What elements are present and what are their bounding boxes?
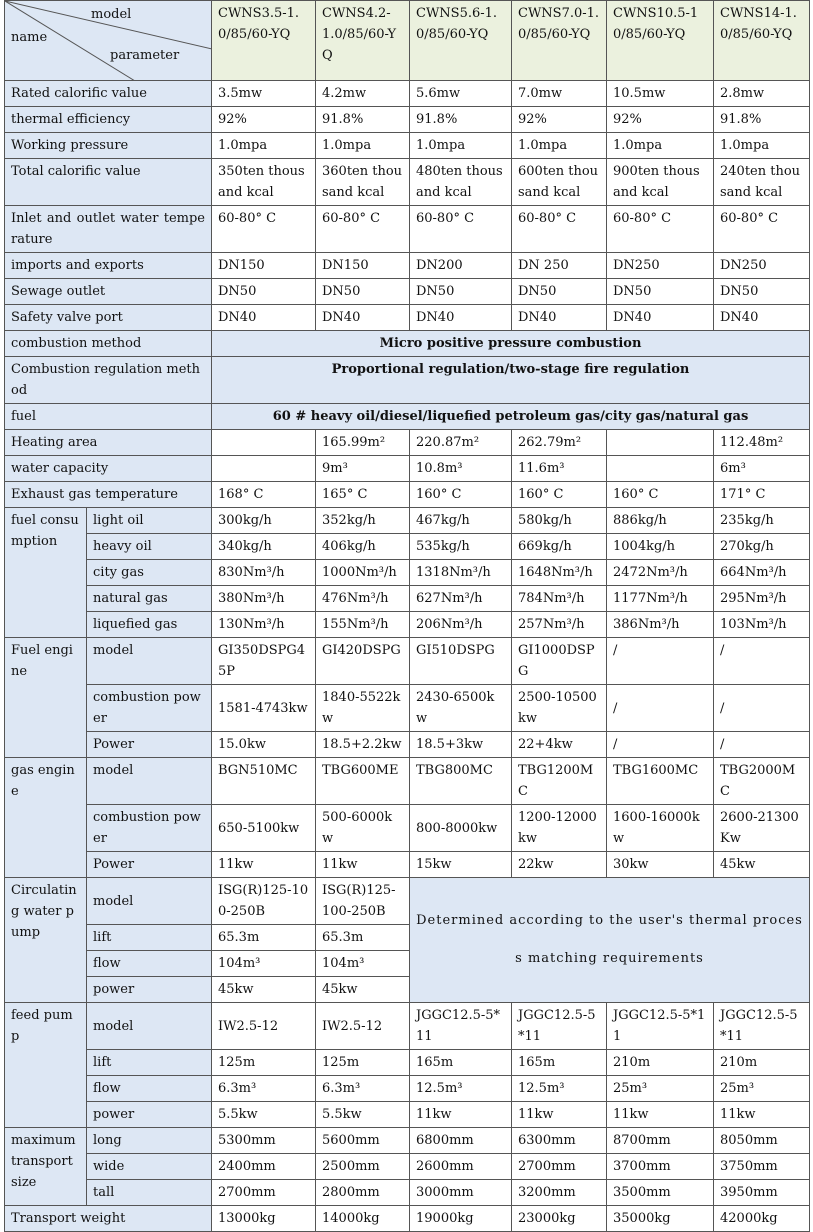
table-cell: TBG2000MC — [714, 758, 810, 805]
table-cell: 1.0mpa — [410, 133, 512, 159]
table-cell: 664Nm³/h — [714, 560, 810, 586]
table-cell: 380Nm³/h — [212, 586, 316, 612]
sub-label: tall — [87, 1180, 212, 1206]
table-row — [5, 159, 810, 206]
table-cell: 4.2mw — [316, 81, 410, 107]
table-cell: 7.0mw — [512, 81, 607, 107]
table-row — [5, 81, 810, 107]
table-cell: 11kw — [607, 1102, 714, 1128]
table-cell: 1200-12000kw — [512, 805, 607, 852]
table-cell: DN250 — [607, 253, 714, 279]
table-cell: 91.8% — [410, 107, 512, 133]
table-cell: 165m — [410, 1050, 512, 1076]
table-cell: 15kw — [410, 852, 512, 878]
table-cell: JGGC12.5-5*11 — [410, 1003, 512, 1050]
table-row — [5, 253, 810, 279]
table-cell: 210m — [607, 1050, 714, 1076]
table-cell: 112.48m² — [714, 430, 810, 456]
table-cell: ISG(R)125-100-250B — [212, 878, 316, 925]
row-label: Transport weight — [5, 1206, 212, 1232]
table-cell: JGGC12.5-5*11 — [714, 1003, 810, 1050]
table-cell: 580kg/h — [512, 508, 607, 534]
table-cell: 3950mm — [714, 1180, 810, 1206]
table-cell: 11kw — [714, 1102, 810, 1128]
table-cell: 1177Nm³/h — [607, 586, 714, 612]
table-cell: 22kw — [512, 852, 607, 878]
table-cell: 103Nm³/h — [714, 612, 810, 638]
table-cell: 360ten thousand kcal — [316, 159, 410, 206]
table-cell: 300kg/h — [212, 508, 316, 534]
table-row — [5, 758, 810, 805]
table-cell: 11kw — [316, 852, 410, 878]
table-cell: 5.6mw — [410, 81, 512, 107]
table-cell: / — [607, 638, 714, 685]
table-cell — [607, 456, 714, 482]
table-row — [5, 206, 810, 253]
table-cell: 1.0mpa — [512, 133, 607, 159]
table-cell: 104m³ — [212, 951, 316, 977]
row-label: fuel — [5, 404, 212, 430]
table-cell: 12.5m³ — [410, 1076, 512, 1102]
table-row — [5, 331, 810, 357]
row-label: imports and exports — [5, 253, 212, 279]
table-cell: GI420DSPG — [316, 638, 410, 685]
table-cell: 480ten thousand kcal — [410, 159, 512, 206]
table-cell: 210m — [714, 1050, 810, 1076]
table-row — [5, 732, 810, 758]
table-cell: 6.3m³ — [316, 1076, 410, 1102]
row-label: combustion method — [5, 331, 212, 357]
table-cell: 60-80° C — [607, 206, 714, 253]
table-cell: 627Nm³/h — [410, 586, 512, 612]
model-header: CWNS4.2-1.0/85/60-YQ — [316, 1, 410, 81]
table-cell: 220.87m² — [410, 430, 512, 456]
row-label: Total calorific value — [5, 159, 212, 206]
group-label: maximum transport size — [5, 1128, 87, 1206]
table-cell: DN150 — [316, 253, 410, 279]
table-cell: 3750mm — [714, 1154, 810, 1180]
table-cell: 1600-16000kw — [607, 805, 714, 852]
table-cell: BGN510MC — [212, 758, 316, 805]
table-cell: 11kw — [512, 1102, 607, 1128]
sub-label: wide — [87, 1154, 212, 1180]
table-cell: 92% — [512, 107, 607, 133]
table-cell: DN50 — [410, 279, 512, 305]
table-cell: 2700mm — [512, 1154, 607, 1180]
spanning-cell: 60 # heavy oil/diesel/liquefied petroleum gas/city gas/natural gas — [212, 404, 810, 430]
table-cell: DN 250 — [512, 253, 607, 279]
sub-label: natural gas — [87, 586, 212, 612]
table-cell: 350ten thousand kcal — [212, 159, 316, 206]
row-label: Heating area — [5, 430, 212, 456]
table-cell: 2800mm — [316, 1180, 410, 1206]
table-cell: 160° C — [512, 482, 607, 508]
row-label: Safety valve port — [5, 305, 212, 331]
table-cell: JGGC12.5-5*11 — [607, 1003, 714, 1050]
table-cell: 8700mm — [607, 1128, 714, 1154]
boiler-spec-table — [4, 0, 810, 1232]
table-cell — [212, 456, 316, 482]
table-cell: 9m³ — [316, 456, 410, 482]
table-row — [5, 404, 810, 430]
table-cell: 23000kg — [512, 1206, 607, 1232]
table-cell: 2400mm — [212, 1154, 316, 1180]
table-cell: / — [607, 685, 714, 732]
table-cell: 1004kg/h — [607, 534, 714, 560]
group-label: gas engine — [5, 758, 87, 878]
table-cell: ISG(R)125-100-250B — [316, 878, 410, 925]
model-header: CWNS14-1.0/85/60-YQ — [714, 1, 810, 81]
header-parameter-label: parameter — [110, 48, 180, 63]
table-cell: 270kg/h — [714, 534, 810, 560]
table-row — [5, 1154, 810, 1180]
table-cell: 60-80° C — [512, 206, 607, 253]
table-cell: 11kw — [212, 852, 316, 878]
table-cell: 340kg/h — [212, 534, 316, 560]
table-cell: 18.5+2.2kw — [316, 732, 410, 758]
table-cell: TBG600ME — [316, 758, 410, 805]
table-cell: DN40 — [512, 305, 607, 331]
spanning-cell: Micro positive pressure combustion — [212, 331, 810, 357]
table-cell: GI510DSPG — [410, 638, 512, 685]
table-cell: 886kg/h — [607, 508, 714, 534]
table-cell: 171° C — [714, 482, 810, 508]
group-label: fuel consumption — [5, 508, 87, 638]
table-cell: 168° C — [212, 482, 316, 508]
table-row — [5, 560, 810, 586]
table-cell: 125m — [212, 1050, 316, 1076]
table-row — [5, 279, 810, 305]
table-cell: 91.8% — [714, 107, 810, 133]
table-cell: 5.5kw — [316, 1102, 410, 1128]
table-cell: 535kg/h — [410, 534, 512, 560]
table-cell: 2700mm — [212, 1180, 316, 1206]
sub-label: lift — [87, 1050, 212, 1076]
sub-label: city gas — [87, 560, 212, 586]
sub-label: heavy oil — [87, 534, 212, 560]
table-row — [5, 878, 810, 925]
table-cell: 406kg/h — [316, 534, 410, 560]
group-label: feed pump — [5, 1003, 87, 1128]
table-cell: DN200 — [410, 253, 512, 279]
table-cell: 125m — [316, 1050, 410, 1076]
table-cell: 2472Nm³/h — [607, 560, 714, 586]
model-header: CWNS5.6-1.0/85/60-YQ — [410, 1, 512, 81]
table-cell: 11.6m³ — [512, 456, 607, 482]
table-cell: TBG1600MC — [607, 758, 714, 805]
table-cell: 784Nm³/h — [512, 586, 607, 612]
table-cell: 25m³ — [607, 1076, 714, 1102]
table-cell: 160° C — [607, 482, 714, 508]
table-cell: 2500mm — [316, 1154, 410, 1180]
table-cell: 476Nm³/h — [316, 586, 410, 612]
table-cell: 900ten thousand kcal — [607, 159, 714, 206]
header-name-label: name — [11, 30, 48, 45]
table-cell: 2500-10500kw — [512, 685, 607, 732]
table-cell: 1581-4743kw — [212, 685, 316, 732]
table-cell: 42000kg — [714, 1206, 810, 1232]
table-cell: 165° C — [316, 482, 410, 508]
table-cell: 600ten thousand kcal — [512, 159, 607, 206]
table-cell: 669kg/h — [512, 534, 607, 560]
table-cell: 165m — [512, 1050, 607, 1076]
table-cell: 45kw — [714, 852, 810, 878]
table-cell: 22+4kw — [512, 732, 607, 758]
model-header: CWNS7.0-1.0/85/60-YQ — [512, 1, 607, 81]
table-cell: TBG800MC — [410, 758, 512, 805]
table-cell: 14000kg — [316, 1206, 410, 1232]
table-row — [5, 1003, 810, 1050]
sub-label: Power — [87, 852, 212, 878]
table-cell: 6m³ — [714, 456, 810, 482]
table-row — [5, 586, 810, 612]
table-cell: 1.0mpa — [316, 133, 410, 159]
table-cell: JGGC12.5-5*11 — [512, 1003, 607, 1050]
table-cell: DN40 — [212, 305, 316, 331]
row-label: Exhaust gas temperature — [5, 482, 212, 508]
table-cell: 60-80° C — [410, 206, 512, 253]
table-cell: DN40 — [316, 305, 410, 331]
table-cell: 3.5mw — [212, 81, 316, 107]
table-cell: 11kw — [410, 1102, 512, 1128]
table-cell: 60-80° C — [714, 206, 810, 253]
table-cell: 6.3m³ — [212, 1076, 316, 1102]
table-cell: TBG1200MC — [512, 758, 607, 805]
table-cell: 45kw — [316, 977, 410, 1003]
table-row — [5, 852, 810, 878]
sub-label: lift — [87, 925, 212, 951]
circ-pump-note: Determined according to the user's thermal process matching requirements — [410, 878, 810, 1003]
row-label: Combustion regulation method — [5, 357, 212, 404]
table-cell: 830Nm³/h — [212, 560, 316, 586]
table-cell: 10.5mw — [607, 81, 714, 107]
group-label: Fuel engine — [5, 638, 87, 758]
table-cell: 25m³ — [714, 1076, 810, 1102]
table-cell: 352kg/h — [316, 508, 410, 534]
table-row — [5, 305, 810, 331]
table-cell: 19000kg — [410, 1206, 512, 1232]
table-cell: 12.5m³ — [512, 1076, 607, 1102]
table-cell: 2600-21300Kw — [714, 805, 810, 852]
table-cell: 104m³ — [316, 951, 410, 977]
table-cell: GI350DSPG45P — [212, 638, 316, 685]
row-label: Rated calorific value — [5, 81, 212, 107]
table-cell: 2.8mw — [714, 81, 810, 107]
table-cell: 1318Nm³/h — [410, 560, 512, 586]
group-label: Circulating water pump — [5, 878, 87, 1003]
table-cell: 5300mm — [212, 1128, 316, 1154]
sub-label: Power — [87, 732, 212, 758]
table-cell: 92% — [212, 107, 316, 133]
table-cell: / — [714, 685, 810, 732]
row-label: water capacity — [5, 456, 212, 482]
table-row — [5, 357, 810, 404]
table-cell: 6800mm — [410, 1128, 512, 1154]
table-cell — [212, 430, 316, 456]
sub-label: flow — [87, 1076, 212, 1102]
sub-label: model — [87, 878, 212, 925]
table-row — [5, 1206, 810, 1232]
model-header: CWNS3.5-1.0/85/60-YQ — [212, 1, 316, 81]
sub-label: liquefied gas — [87, 612, 212, 638]
sub-label: power — [87, 1102, 212, 1128]
table-cell: IW2.5-12 — [212, 1003, 316, 1050]
table-cell: DN50 — [512, 279, 607, 305]
table-row — [5, 430, 810, 456]
sub-label: combustion power — [87, 685, 212, 732]
table-cell: 92% — [607, 107, 714, 133]
table-cell: GI1000DSPG — [512, 638, 607, 685]
table-row — [5, 482, 810, 508]
table-cell: 3000mm — [410, 1180, 512, 1206]
sub-label: model — [87, 638, 212, 685]
table-row — [5, 107, 810, 133]
table-cell: 15.0kw — [212, 732, 316, 758]
table-cell: 8050mm — [714, 1128, 810, 1154]
table-cell: 18.5+3kw — [410, 732, 512, 758]
table-cell: 1840-5522kw — [316, 685, 410, 732]
table-cell: 206Nm³/h — [410, 612, 512, 638]
table-row — [5, 685, 810, 732]
row-label: Sewage outlet — [5, 279, 212, 305]
sub-label: long — [87, 1128, 212, 1154]
table-cell: 2430-6500kw — [410, 685, 512, 732]
sub-label: power — [87, 977, 212, 1003]
table-cell: 35000kg — [607, 1206, 714, 1232]
table-cell: 5600mm — [316, 1128, 410, 1154]
table-cell: DN50 — [316, 279, 410, 305]
table-cell: 235kg/h — [714, 508, 810, 534]
table-cell: DN50 — [607, 279, 714, 305]
table-cell: DN50 — [714, 279, 810, 305]
table-cell: / — [607, 732, 714, 758]
table-row — [5, 133, 810, 159]
table-cell: 1.0mpa — [714, 133, 810, 159]
table-cell: DN50 — [212, 279, 316, 305]
table-row — [5, 456, 810, 482]
header-diagonal-cell — [5, 1, 212, 81]
table-row — [5, 1128, 810, 1154]
table-cell: 165.99m² — [316, 430, 410, 456]
table-cell: 65.3m — [316, 925, 410, 951]
table-cell: 155Nm³/h — [316, 612, 410, 638]
row-label: Inlet and outlet water temperature — [5, 206, 212, 253]
table-cell: 30kw — [607, 852, 714, 878]
table-cell: 60-80° C — [212, 206, 316, 253]
sub-label: model — [87, 1003, 212, 1050]
table-cell: 6300mm — [512, 1128, 607, 1154]
table-cell: 1648Nm³/h — [512, 560, 607, 586]
table-cell: 1.0mpa — [607, 133, 714, 159]
table-cell: 650-5100kw — [212, 805, 316, 852]
table-cell: DN40 — [714, 305, 810, 331]
table-cell: 65.3m — [212, 925, 316, 951]
table-cell: / — [714, 732, 810, 758]
table-row — [5, 612, 810, 638]
table-cell: DN150 — [212, 253, 316, 279]
table-cell: 5.5kw — [212, 1102, 316, 1128]
table-cell: IW2.5-12 — [316, 1003, 410, 1050]
table-cell: 500-6000kw — [316, 805, 410, 852]
table-cell: DN40 — [607, 305, 714, 331]
table-row — [5, 1180, 810, 1206]
table-cell: 1.0mpa — [212, 133, 316, 159]
spanning-cell: Proportional regulation/two-stage fire regulation — [212, 357, 810, 404]
sub-label: light oil — [87, 508, 212, 534]
table-cell: 10.8m³ — [410, 456, 512, 482]
table-cell: 91.8% — [316, 107, 410, 133]
sub-label: combustion power — [87, 805, 212, 852]
model-header: CWNS10.5-10/85/60-YQ — [607, 1, 714, 81]
table-cell: 13000kg — [212, 1206, 316, 1232]
table-cell — [607, 430, 714, 456]
table-cell: 467kg/h — [410, 508, 512, 534]
table-row — [5, 508, 810, 534]
row-label: Working pressure — [5, 133, 212, 159]
table-cell: 60-80° C — [316, 206, 410, 253]
table-cell: 3700mm — [607, 1154, 714, 1180]
table-cell: 1000Nm³/h — [316, 560, 410, 586]
table-row — [5, 638, 810, 685]
table-row — [5, 534, 810, 560]
table-cell: 240ten thousand kcal — [714, 159, 810, 206]
table-cell: 386Nm³/h — [607, 612, 714, 638]
row-label: thermal efficiency — [5, 107, 212, 133]
table-cell: 800-8000kw — [410, 805, 512, 852]
table-cell: 295Nm³/h — [714, 586, 810, 612]
table-cell: 45kw — [212, 977, 316, 1003]
table-row — [5, 1050, 810, 1076]
table-cell: 160° C — [410, 482, 512, 508]
table-cell: DN250 — [714, 253, 810, 279]
table-cell: / — [714, 638, 810, 685]
table-cell: 262.79m² — [512, 430, 607, 456]
sub-label: model — [87, 758, 212, 805]
table-cell: 3200mm — [512, 1180, 607, 1206]
table-cell: 3500mm — [607, 1180, 714, 1206]
table-cell: 130Nm³/h — [212, 612, 316, 638]
header-model-label: model — [91, 7, 132, 22]
table-row — [5, 805, 810, 852]
table-cell: 257Nm³/h — [512, 612, 607, 638]
table-row — [5, 1102, 810, 1128]
table-cell: 2600mm — [410, 1154, 512, 1180]
table-row — [5, 1076, 810, 1102]
table-cell: DN40 — [410, 305, 512, 331]
sub-label: flow — [87, 951, 212, 977]
